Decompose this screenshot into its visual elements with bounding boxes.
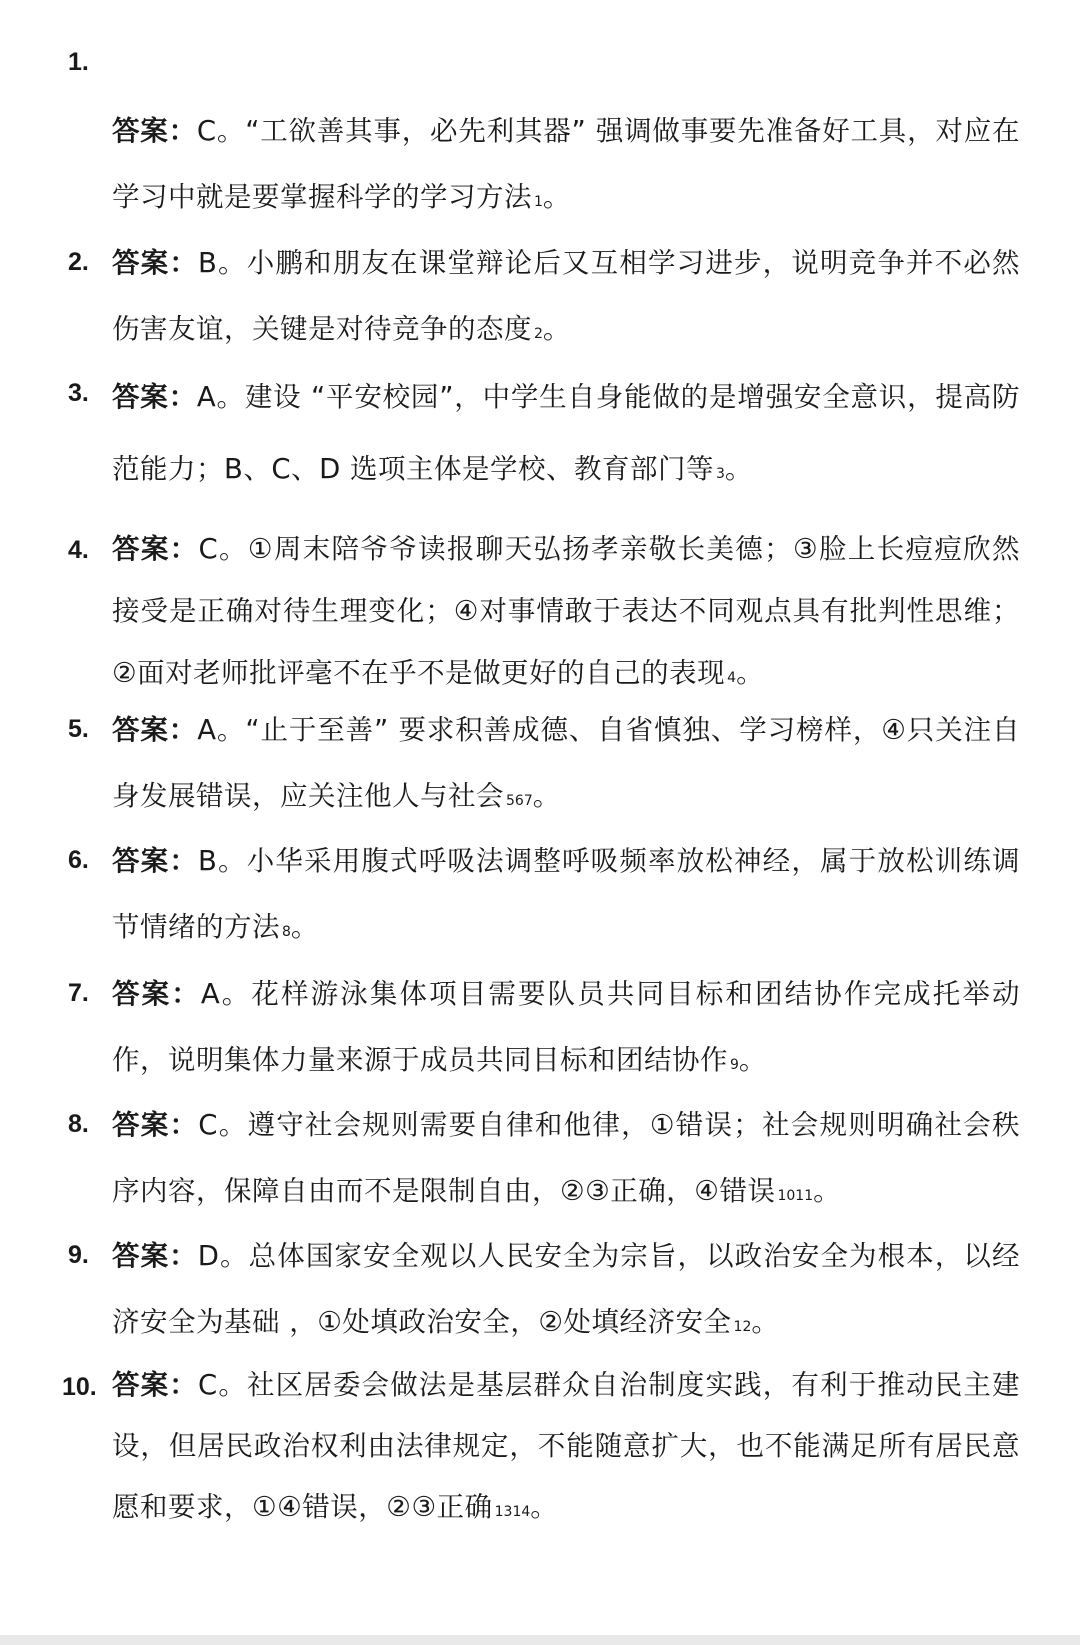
answer-text bbox=[112, 361, 1020, 510]
citation-mark: 1011 bbox=[777, 1188, 814, 1204]
answer-text bbox=[112, 1092, 1020, 1229]
answer-content: B。小鹏和朋友在课堂辩论后又互相学习进步，说明竞争并不必然伤害友谊，关键是对待竞争的态度 bbox=[112, 247, 1020, 345]
answer-label: 答案： bbox=[112, 845, 198, 877]
answer-label: 答案： bbox=[112, 714, 198, 746]
answer-content: D。总体国家安全观以人民安全为宗旨，以政治安全为根本，以经济安全为基础 ，①处填政治安全，②处填经济安全 bbox=[112, 1240, 1020, 1338]
answer-text bbox=[112, 1223, 1020, 1360]
answer-end-mark: 。 bbox=[542, 181, 571, 213]
answer-content: A。“止于至善” 要求积善成德、自省慎独、学习榜样，④只关注自身发展错误，应关注他人与社会 bbox=[112, 714, 1020, 812]
answer-end-mark: 。 bbox=[290, 911, 319, 943]
answer-end-mark: 。 bbox=[532, 780, 561, 812]
citation-mark: 2 bbox=[534, 326, 543, 342]
item-number: 2. bbox=[68, 248, 89, 276]
answer-content: C。遵守社会规则需要自律和他律，①错误；社会规则明确社会秩序内容，保障自由而不是限制自由，②③正确，④错误 bbox=[112, 1109, 1021, 1207]
answer-end-mark: 。 bbox=[542, 313, 571, 345]
answer-label: 答案： bbox=[112, 1240, 198, 1272]
answer-label: 答案： bbox=[112, 978, 201, 1010]
answer-end-mark: 。 bbox=[751, 1306, 780, 1338]
answer-end-mark: 。 bbox=[530, 1491, 559, 1523]
citation-mark: 1 bbox=[534, 194, 543, 210]
citation-mark: 9 bbox=[730, 1057, 739, 1073]
answer-content: A。建设 “平安校园”，中学生自身能做的是增强安全意识，提高防范能力；B、C、D 选项主体是学校、教育部门等 bbox=[112, 381, 1020, 485]
citation-mark: 4 bbox=[727, 670, 737, 686]
bottom-edge-strip bbox=[0, 1635, 1080, 1645]
answer-end-mark: 。 bbox=[813, 1175, 842, 1207]
item-number: 10. bbox=[62, 1373, 97, 1401]
item-number: 8. bbox=[68, 1110, 89, 1138]
answer-content: A。花样游泳集体项目需要队员共同目标和团结协作完成托举动作，说明集体力量来源于成员共同目标和团结协作 bbox=[112, 978, 1021, 1076]
citation-mark: 12 bbox=[733, 1319, 752, 1335]
item-number: 7. bbox=[68, 979, 89, 1007]
item-number: 5. bbox=[68, 715, 89, 743]
item-number: 1. bbox=[68, 48, 89, 76]
answer-text bbox=[112, 1355, 1020, 1543]
citation-mark: 1314 bbox=[494, 1504, 531, 1520]
answer-label: 答案： bbox=[112, 1109, 199, 1141]
answer-content: C。“工欲善其事，必先利其器” 强调做事要先准备好工具，对应在学习中就是要掌握科学的学习方法 bbox=[112, 115, 1021, 213]
answer-content: C。①周末陪爷爷读报聊天弘扬孝亲敬长美德；③脸上长痘痘欣然接受是正确对待生理变化；④对事情敢于表达不同观点具有批判性思维；②面对老师批评毫不在乎不是做更好的自己的表现 bbox=[112, 533, 1020, 689]
answer-text bbox=[112, 961, 1020, 1098]
answer-end-mark: 。 bbox=[724, 453, 753, 485]
answer-content: B。小华采用腹式呼吸法调整呼吸频率放松神经，属于放松训练调节情绪的方法 bbox=[112, 845, 1020, 943]
answer-label: 答案： bbox=[112, 381, 197, 413]
answer-text bbox=[112, 828, 1020, 965]
answer-content: C。社区居委会做法是基层群众自治制度实践，有利于推动民主建设，但居民政治权利由法律规定，不能随意扩大，也不能满足所有居民意愿和要求，①④错误，②③正确 bbox=[112, 1369, 1021, 1523]
answer-end-mark: 。 bbox=[736, 657, 765, 689]
answer-label: 答案： bbox=[112, 115, 197, 147]
answer-text bbox=[112, 98, 1020, 235]
citation-mark: 8 bbox=[282, 924, 291, 940]
answer-label: 答案： bbox=[112, 533, 199, 565]
answer-label: 答案： bbox=[112, 247, 198, 279]
answer-text bbox=[112, 518, 1020, 709]
citation-mark: 567 bbox=[506, 793, 533, 809]
item-number: 3. bbox=[68, 379, 89, 407]
answer-label: 答案： bbox=[112, 1369, 198, 1401]
item-number: 9. bbox=[68, 1241, 89, 1269]
answer-end-mark: 。 bbox=[738, 1044, 767, 1076]
answer-text bbox=[112, 697, 1020, 834]
citation-mark: 3 bbox=[715, 466, 725, 482]
item-number: 6. bbox=[68, 846, 89, 874]
item-number: 4. bbox=[68, 536, 89, 564]
answer-text bbox=[112, 230, 1020, 367]
